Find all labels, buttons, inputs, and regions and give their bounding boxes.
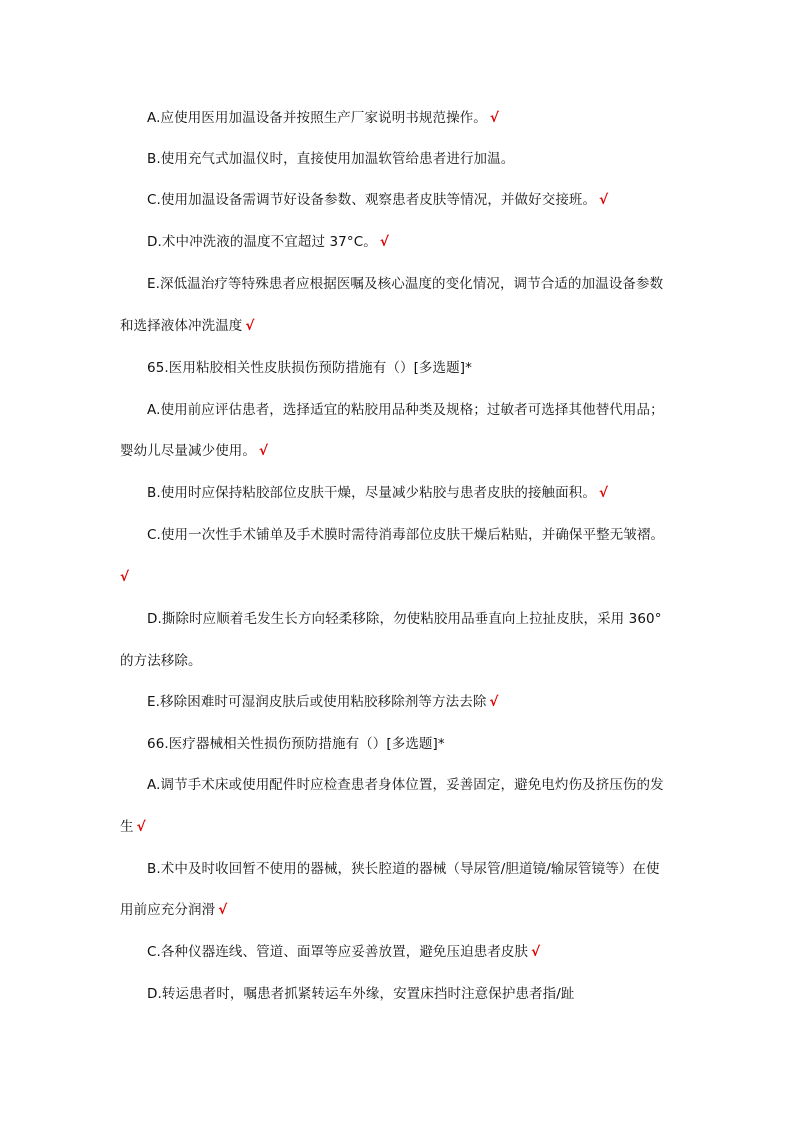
check-mark: √ bbox=[136, 819, 146, 835]
option-line bbox=[0, 483, 794, 503]
option-line bbox=[0, 609, 794, 629]
line-text: D.撕除时应顺着毛发生长方向轻柔移除，勿使粘胶用品垂直向上拉扯皮肤，采用 360° bbox=[147, 611, 662, 627]
line-text: 生 bbox=[120, 819, 134, 835]
option-line bbox=[0, 149, 794, 169]
check-mark: √ bbox=[259, 443, 269, 459]
line-text: A.应使用医用加温设备并按照生产厂家说明书规范操作。 bbox=[147, 110, 487, 126]
option-line bbox=[0, 984, 794, 1004]
line-text: B.使用充气式加温仪时，直接使用加温软管给患者进行加温。 bbox=[147, 151, 515, 167]
check-mark: √ bbox=[598, 485, 609, 501]
line-text: 的方法移除。 bbox=[120, 653, 202, 669]
option-continuation bbox=[0, 441, 794, 461]
line-text: A.使用前应评估患者，选择适宜的粘胶用品种类及规格；过敏者可选择其他替代用品； bbox=[147, 402, 664, 418]
line-text: 和选择液体冲洗温度 bbox=[120, 318, 243, 334]
option-continuation bbox=[0, 817, 794, 837]
question-66-text: 66.医疗器械相关性损伤预防措施有（）[多选题]* bbox=[147, 736, 445, 752]
check-mark: √ bbox=[599, 192, 609, 208]
option-continuation bbox=[0, 651, 794, 671]
line-text: C.各种仪器连线、管道、面罩等应妥善放置，避免压迫患者皮肤 bbox=[147, 944, 529, 960]
line-text: 用前应充分润滑 bbox=[120, 902, 216, 918]
question-65-text: 65.医用粘胶相关性皮肤损伤预防措施有（）[多选题]* bbox=[147, 360, 472, 376]
option-line bbox=[0, 942, 794, 962]
line-text: 婴幼儿尽量减少使用。 bbox=[120, 443, 256, 459]
line-text: D.转运患者时，嘱患者抓紧转运车外缘，安置床挡时注意保护患者指/趾 bbox=[147, 986, 575, 1002]
option-line bbox=[0, 400, 794, 420]
option-line bbox=[0, 525, 794, 545]
option-line bbox=[0, 190, 794, 210]
line-text: B.使用时应保持粘胶部位皮肤干燥，尽量减少粘胶与患者皮肤的接触面积。 bbox=[147, 485, 596, 501]
question-title bbox=[0, 358, 794, 378]
line-text: D.术中冲洗液的温度不宜超过 37°C。 bbox=[147, 234, 377, 250]
line-text: C.使用加温设备需调节好设备参数、观察患者皮肤等情况，并做好交接班。 bbox=[147, 192, 597, 208]
option-line bbox=[0, 232, 794, 252]
check-mark: √ bbox=[489, 694, 499, 710]
check-mark: √ bbox=[531, 944, 541, 960]
line-text: C.使用一次性手术铺单及手术膜时需待消毒部位皮肤干燥后粘贴，并确保平整无皱褶。 bbox=[147, 527, 665, 543]
check-mark: √ bbox=[379, 234, 389, 250]
option-line bbox=[0, 859, 794, 879]
option-line bbox=[0, 274, 794, 294]
option-continuation bbox=[0, 567, 794, 587]
option-continuation bbox=[0, 900, 794, 920]
line-text: B.术中及时收回暂不使用的器械，狭长腔道的器械（导尿管/胆道镜/输尿管镜等）在使 bbox=[147, 861, 660, 877]
option-line bbox=[0, 692, 794, 712]
question-title bbox=[0, 734, 794, 754]
check-mark: √ bbox=[120, 569, 130, 585]
check-mark: √ bbox=[245, 318, 255, 334]
line-text: A.调节手术床或使用配件时应检查患者身体位置，妥善固定，避免电灼伤及挤压伤的发 bbox=[147, 777, 664, 793]
option-line bbox=[0, 775, 794, 795]
option-line bbox=[0, 108, 794, 128]
check-mark: √ bbox=[489, 110, 499, 126]
line-text: E.移除困难时可湿润皮肤后或使用粘胶移除剂等方法去除 bbox=[147, 694, 487, 710]
option-continuation bbox=[0, 316, 794, 336]
line-text: E.深低温治疗等特殊患者应根据医嘱及核心温度的变化情况，调节合适的加温设备参数 bbox=[147, 276, 664, 292]
check-mark: √ bbox=[218, 902, 228, 918]
